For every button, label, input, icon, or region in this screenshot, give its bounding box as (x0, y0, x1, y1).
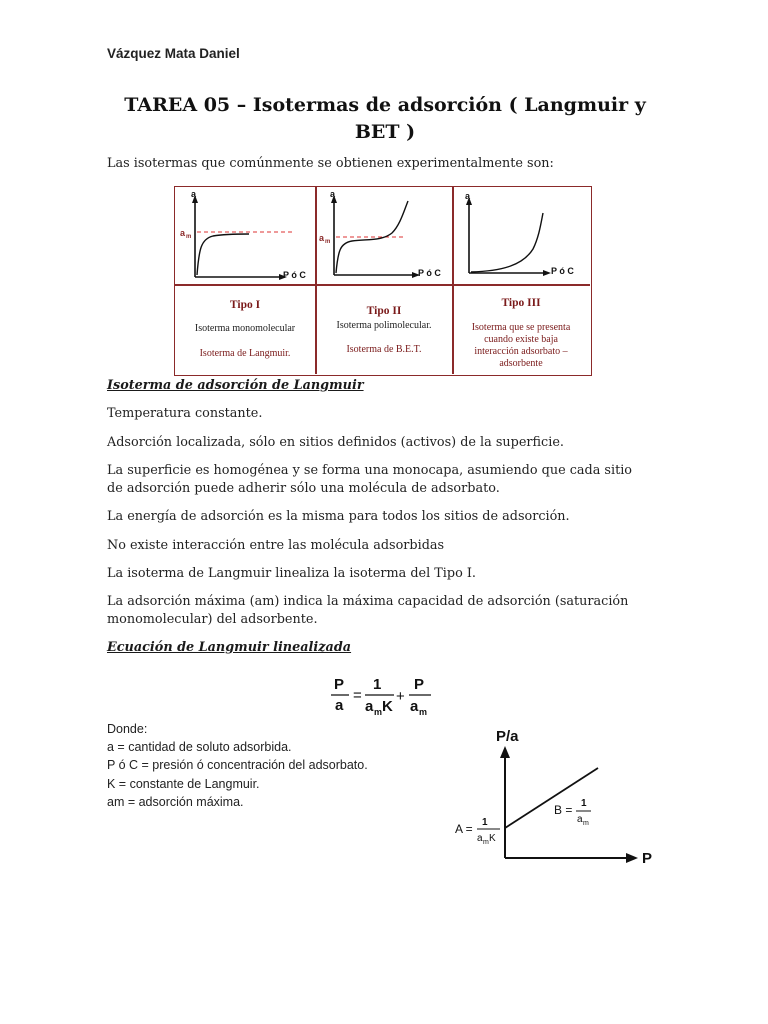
type-2-am-sub: m (325, 239, 331, 245)
definitions-list (107, 720, 368, 811)
type-1-graph (177, 189, 313, 283)
type-2-y-label: a (330, 189, 336, 199)
type-3-graph (453, 189, 589, 283)
type-1-am-label: a (180, 228, 186, 238)
table-divider (175, 284, 590, 286)
plot-x-label: P (642, 850, 653, 867)
plot-x-arrow (626, 853, 638, 863)
eq-P-num: P (334, 676, 345, 693)
type-2-x-label: P ó C (418, 268, 441, 278)
eq-one-num: 1 (373, 676, 382, 693)
type-1-y-label: a (191, 189, 197, 199)
type-3-x-arrow (543, 270, 551, 276)
langmuir-point-2: Adsorción localizada, sólo en sitios definidos (activos) de la superficie. (107, 435, 564, 450)
definition-p: P ó C = presión ó concentración del adsorbato. (107, 758, 368, 773)
type-2-am-label: a (319, 233, 325, 243)
langmuir-point-7a: La adsorción máxima (am) indica la máxima capacidad de adsorción (saturación (107, 594, 629, 609)
plot-A-K: K (489, 833, 496, 844)
type-1-am-sub: m (186, 234, 192, 240)
type-3-desc-2: cuando existe baja (484, 334, 558, 345)
type-3-y-label: a (465, 191, 471, 201)
document-title (100, 92, 670, 146)
type-3-desc-1: Isoterma que se presenta (471, 322, 571, 333)
plot-A-label: A = (455, 822, 473, 836)
eq-plus: + (396, 688, 405, 705)
langmuir-point-3b: de adsorción puede adherir sólo una molécula de adsorbato. (107, 481, 500, 496)
eq-am-den-2: a (410, 698, 419, 715)
author-name: Vázquez Mata Daniel (107, 46, 240, 61)
type-3-x-label: P ó C (551, 266, 574, 276)
langmuir-equation (328, 672, 438, 720)
linear-langmuir-plot (448, 722, 668, 870)
eq-am-sub: m (374, 707, 383, 717)
eq-K-den: K (382, 698, 393, 715)
langmuir-point-1: Temperatura constante. (107, 406, 263, 421)
langmuir-point-3a: La superficie es homogénea y se forma una monocapa, asumiendo que cada sitio (107, 463, 633, 478)
type-1-x-label: P ó C (283, 270, 306, 280)
type-3-desc-3: interacción adsorbato – (474, 346, 568, 357)
langmuir-point-4: La energía de adsorción es la misma para todos los sitios de adsorción. (107, 509, 570, 524)
type-1-curve (197, 234, 249, 275)
eq-am-den: a (365, 698, 374, 715)
title-line-2: BET ) (354, 121, 416, 143)
langmuir-point-7b: monomolecular) del adsorbente. (107, 612, 318, 627)
plot-A-am: a (477, 833, 483, 844)
langmuir-point-5: No existe interacción entre las molécula adsorbidas (107, 538, 445, 553)
plot-A-one: 1 (482, 817, 488, 828)
definitions-title: Donde: (107, 722, 148, 736)
definition-am: am = adsorción máxima. (107, 794, 244, 809)
eq-P-num-2: P (414, 676, 425, 693)
eq-a-den: a (335, 697, 344, 714)
eq-equals: = (353, 687, 362, 704)
plot-B-one: 1 (581, 798, 587, 809)
definition-k: K = constante de Langmuir. (107, 776, 260, 791)
plot-B-am: a (577, 814, 583, 825)
type-2-desc-2: Isoterma de B.E.T. (346, 344, 422, 355)
type-3-name: Tipo III (501, 297, 541, 309)
title-line-1: TAREA 05 – Isotermas de adsorción ( Langmuir y (124, 94, 646, 116)
plot-A-sub: m (483, 839, 489, 846)
intro-text: Las isotermas que comúnmente se obtienen experimentalmente son: (107, 156, 554, 171)
equation-heading: Ecuación de Langmuir linealizada (107, 640, 352, 655)
type-1-name: Tipo I (229, 299, 261, 311)
type-2-desc-1: Isoterma polimolecular. (336, 320, 432, 331)
definition-a: a = cantidad de soluto adsorbida. (107, 740, 292, 755)
type-2-graph (316, 189, 452, 283)
type-3-desc-4: adsorbente (499, 358, 543, 369)
type-3-curve (471, 213, 543, 272)
langmuir-heading: Isoterma de adsorción de Langmuir (107, 378, 364, 393)
langmuir-point-6: La isoterma de Langmuir linealiza la isoterma del Tipo I. (107, 566, 476, 581)
type-1-desc-1: Isoterma monomolecular (194, 323, 296, 334)
type-1-desc-2: Isoterma de Langmuir. (199, 348, 291, 359)
plot-y-label: P/a (496, 728, 519, 745)
type-2-name: Tipo II (366, 305, 402, 317)
eq-am-sub-2: m (419, 707, 428, 717)
plot-y-arrow (500, 746, 510, 758)
plot-B-label: B = (554, 803, 573, 817)
plot-B-sub: m (583, 820, 589, 827)
isotherm-table (174, 186, 592, 376)
